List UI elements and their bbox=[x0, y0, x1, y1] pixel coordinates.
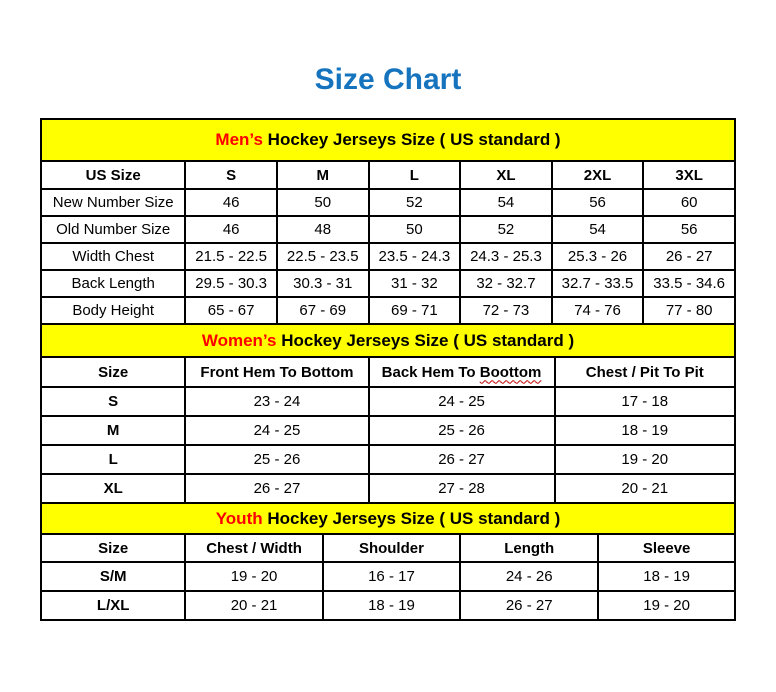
table-row bbox=[41, 562, 735, 591]
cell: 69 - 71 bbox=[369, 297, 461, 324]
column-header: S bbox=[185, 161, 277, 189]
column-header bbox=[369, 357, 555, 387]
cell: 26 - 27 bbox=[460, 591, 598, 620]
table-row bbox=[41, 591, 735, 620]
cell: 19 - 20 bbox=[555, 445, 735, 474]
cell: 52 bbox=[369, 189, 461, 216]
column-header: Chest / Width bbox=[185, 534, 322, 562]
cell: 60 bbox=[643, 189, 735, 216]
youth-header-row bbox=[41, 534, 735, 562]
row-label: Width Chest bbox=[41, 243, 185, 270]
cell: 33.5 - 34.6 bbox=[643, 270, 735, 297]
youth-heading-cell bbox=[41, 503, 735, 534]
mens-heading-rest: Hockey Jerseys Size ( US standard ) bbox=[262, 130, 561, 149]
womens-size-table bbox=[40, 323, 736, 504]
page-title: Size Chart bbox=[314, 63, 462, 96]
cell: 50 bbox=[369, 216, 461, 243]
cell: 29.5 - 30.3 bbox=[185, 270, 277, 297]
column-header: Chest / Pit To Pit bbox=[555, 357, 735, 387]
table-row bbox=[41, 270, 735, 297]
column-header: M bbox=[277, 161, 369, 189]
womens-header-row bbox=[41, 357, 735, 387]
cell: 48 bbox=[277, 216, 369, 243]
womens-heading-rest: Hockey Jerseys Size ( US standard ) bbox=[276, 330, 575, 350]
misspelled-word-spellcheck: Boottom bbox=[479, 363, 542, 381]
cell: 32 - 32.7 bbox=[460, 270, 552, 297]
cell: 18 - 19 bbox=[555, 416, 735, 445]
row-label: XL bbox=[41, 474, 185, 503]
table-row bbox=[41, 216, 735, 243]
column-header: Front Hem To Bottom bbox=[185, 357, 368, 387]
column-header: 3XL bbox=[643, 161, 735, 189]
column-header: 2XL bbox=[552, 161, 644, 189]
row-label: L bbox=[41, 445, 185, 474]
column-header: Length bbox=[460, 534, 598, 562]
row-label: S bbox=[41, 387, 185, 416]
table-row bbox=[41, 297, 735, 324]
table-row bbox=[41, 243, 735, 270]
cell: 19 - 20 bbox=[598, 591, 735, 620]
mens-header-row bbox=[41, 161, 735, 189]
cell: 26 - 27 bbox=[369, 445, 555, 474]
cell: 65 - 67 bbox=[185, 297, 277, 324]
cell: 46 bbox=[185, 189, 277, 216]
column-header: Size bbox=[41, 357, 185, 387]
youth-section-heading bbox=[41, 503, 735, 534]
cell: 72 - 73 bbox=[460, 297, 552, 324]
womens-heading-cell bbox=[41, 324, 735, 357]
youth-heading-rest: Hockey Jerseys Size ( US standard ) bbox=[262, 508, 561, 528]
cell: 32.7 - 33.5 bbox=[552, 270, 644, 297]
cell: 24 - 26 bbox=[460, 562, 598, 591]
cell: 18 - 19 bbox=[323, 591, 460, 620]
mens-section-heading bbox=[41, 119, 735, 161]
cell: 21.5 - 22.5 bbox=[185, 243, 277, 270]
cell: 54 bbox=[552, 216, 644, 243]
cell: 24 - 25 bbox=[185, 416, 368, 445]
table-row bbox=[41, 387, 735, 416]
cell: 50 bbox=[277, 189, 369, 216]
cell: 56 bbox=[552, 189, 644, 216]
cell: 74 - 76 bbox=[552, 297, 644, 324]
cell: 52 bbox=[460, 216, 552, 243]
cell: 77 - 80 bbox=[643, 297, 735, 324]
table-row bbox=[41, 416, 735, 445]
cell: 23.5 - 24.3 bbox=[369, 243, 461, 270]
womens-heading-highlight: Women’s bbox=[201, 330, 277, 350]
cell: 18 - 19 bbox=[598, 562, 735, 591]
youth-heading-highlight: Youth bbox=[215, 508, 263, 528]
table-row bbox=[41, 445, 735, 474]
row-label: S/M bbox=[41, 562, 185, 591]
row-label: M bbox=[41, 416, 185, 445]
cell: 31 - 32 bbox=[369, 270, 461, 297]
column-header: Shoulder bbox=[323, 534, 460, 562]
column-header: L bbox=[369, 161, 461, 189]
cell: 30.3 - 31 bbox=[277, 270, 369, 297]
mens-size-table bbox=[40, 118, 736, 325]
cell: 54 bbox=[460, 189, 552, 216]
column-header: Size bbox=[41, 534, 185, 562]
cell: 25 - 26 bbox=[369, 416, 555, 445]
cell: 24 - 25 bbox=[369, 387, 555, 416]
row-label: Back Length bbox=[41, 270, 185, 297]
cell: 46 bbox=[185, 216, 277, 243]
cell: 20 - 21 bbox=[555, 474, 735, 503]
row-label: L/XL bbox=[41, 591, 185, 620]
column-header-text: Back Hem To bbox=[381, 363, 480, 381]
size-chart-tables bbox=[40, 118, 736, 621]
cell: 23 - 24 bbox=[185, 387, 368, 416]
cell: 22.5 - 23.5 bbox=[277, 243, 369, 270]
table-row bbox=[41, 474, 735, 503]
cell: 26 - 27 bbox=[185, 474, 368, 503]
column-header: XL bbox=[460, 161, 552, 189]
column-header: US Size bbox=[41, 161, 185, 189]
row-label: New Number Size bbox=[41, 189, 185, 216]
cell: 56 bbox=[643, 216, 735, 243]
cell: 17 - 18 bbox=[555, 387, 735, 416]
table-row bbox=[41, 189, 735, 216]
cell: 24.3 - 25.3 bbox=[460, 243, 552, 270]
cell: 19 - 20 bbox=[185, 562, 322, 591]
column-header: Sleeve bbox=[598, 534, 735, 562]
cell: 67 - 69 bbox=[277, 297, 369, 324]
row-label: Body Height bbox=[41, 297, 185, 324]
row-label: Old Number Size bbox=[41, 216, 185, 243]
mens-heading-cell bbox=[41, 119, 735, 161]
mens-heading-highlight: Men’s bbox=[215, 130, 263, 149]
youth-size-table bbox=[40, 502, 736, 621]
womens-section-heading bbox=[41, 324, 735, 357]
cell: 26 - 27 bbox=[643, 243, 735, 270]
cell: 25.3 - 26 bbox=[552, 243, 644, 270]
cell: 20 - 21 bbox=[185, 591, 322, 620]
cell: 27 - 28 bbox=[369, 474, 555, 503]
cell: 16 - 17 bbox=[323, 562, 460, 591]
cell: 25 - 26 bbox=[185, 445, 368, 474]
